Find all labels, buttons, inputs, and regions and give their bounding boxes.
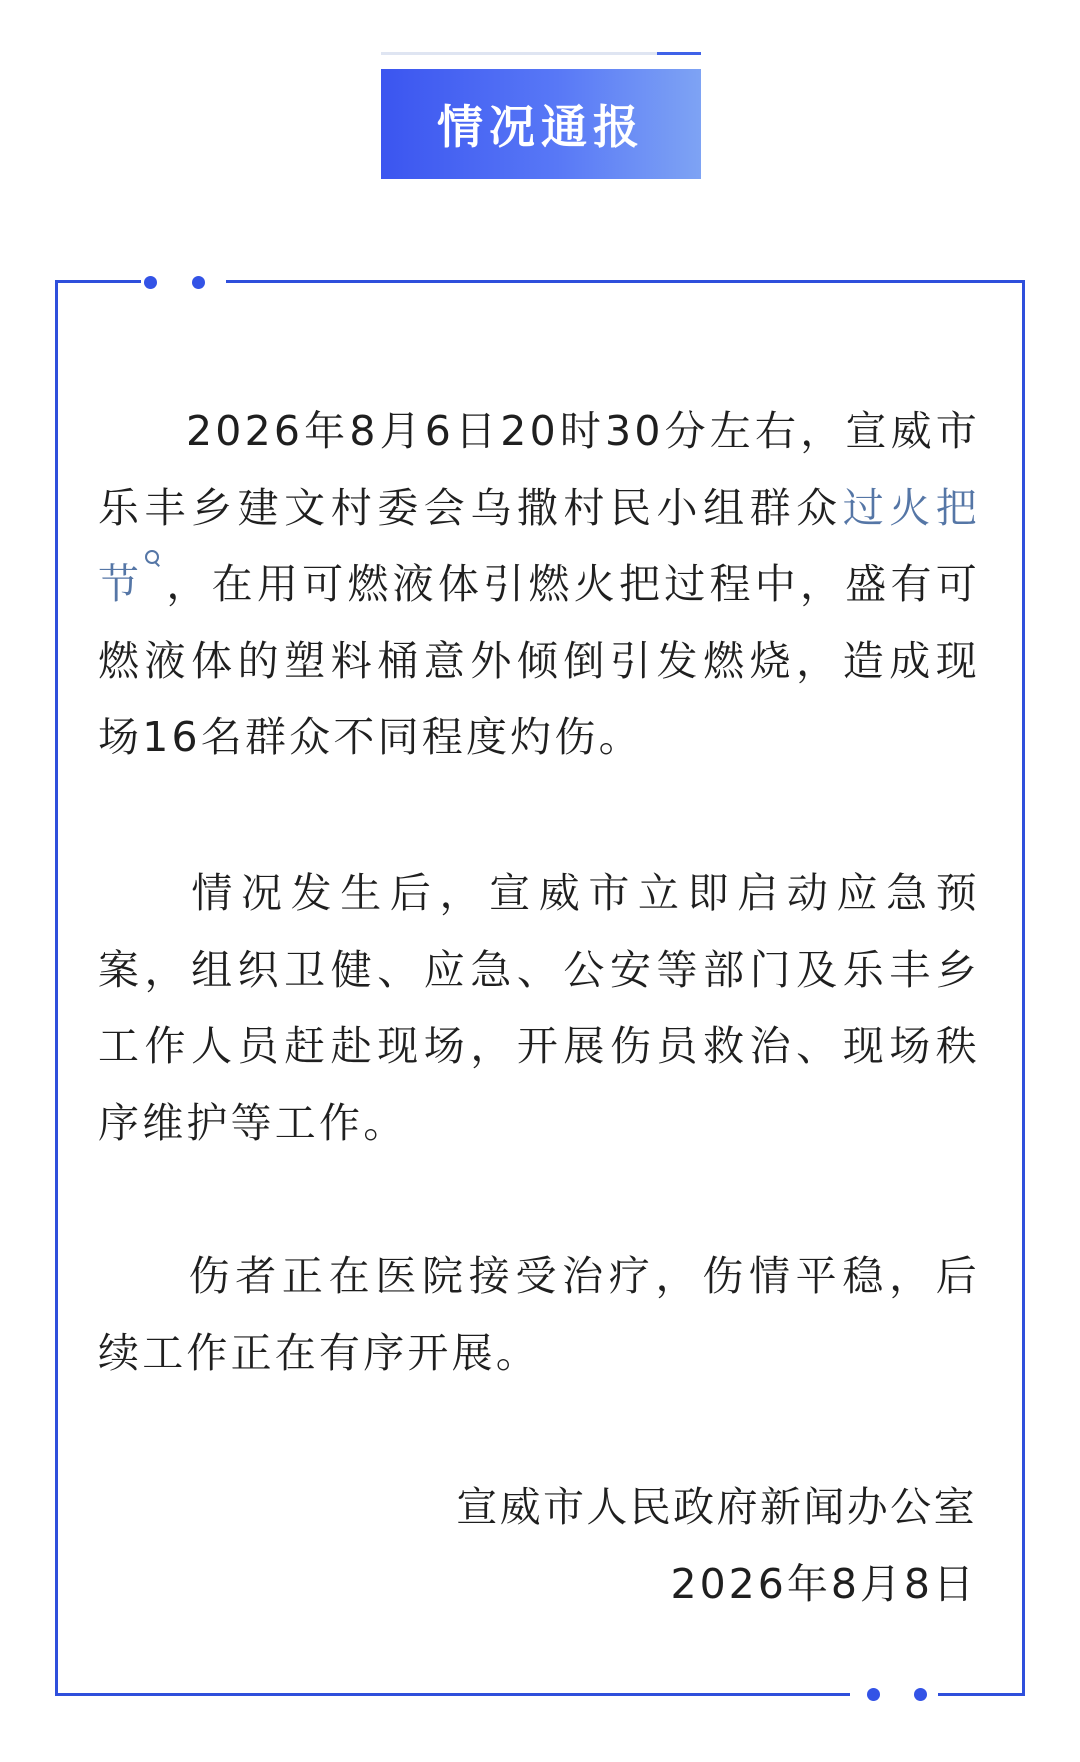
keyword-link[interactable]: 过火把节 [98, 483, 980, 608]
status-text: 伤者正在医院接受治疗，伤情平稳，后续工作正在有序开展。 [98, 1252, 980, 1377]
paragraph-status [98, 1238, 980, 1391]
frame-border-bottom-right [938, 1693, 1025, 1696]
paragraph-incident [98, 393, 980, 776]
paragraph-response [98, 855, 980, 1161]
search-icon[interactable] [143, 546, 161, 576]
header-divider [381, 52, 701, 55]
signature-date: 2026年8月8日 [670, 1560, 977, 1608]
frame-dot-top-2 [192, 276, 205, 289]
frame-dot-top-1 [144, 276, 157, 289]
frame-border-bottom-left [55, 1693, 850, 1696]
frame-dot-bottom-1 [867, 1688, 880, 1701]
incident-text-end: ，在用可燃液体引燃火把过程中，盛有可燃液体的塑料桶意外倾倒引发燃烧，造成现场16名群众不同程度灼伤。 [98, 560, 980, 761]
frame-border-left [55, 280, 58, 1696]
frame-border-top-right [226, 280, 1025, 283]
frame-border-right [1022, 280, 1025, 1696]
signature-organization: 宣威市人民政府新闻办公室 [456, 1483, 977, 1531]
header-divider-accent [657, 52, 701, 55]
page-title: 情况通报 [437, 100, 645, 154]
frame-dot-bottom-2 [914, 1688, 927, 1701]
frame-border-top-left [55, 280, 141, 283]
title-banner [381, 69, 701, 179]
incident-text-start: 2026年8月6日20时30分左右，宣威市乐丰乡建文村委会乌撒村民小组群众 [98, 407, 980, 532]
response-text: 情况发生后，宣威市立即启动应急预案，组织卫健、应急、公安等部门及乐丰乡工作人员赶赴现场，开展伤员救治、现场秩序维护等工作。 [98, 869, 980, 1147]
